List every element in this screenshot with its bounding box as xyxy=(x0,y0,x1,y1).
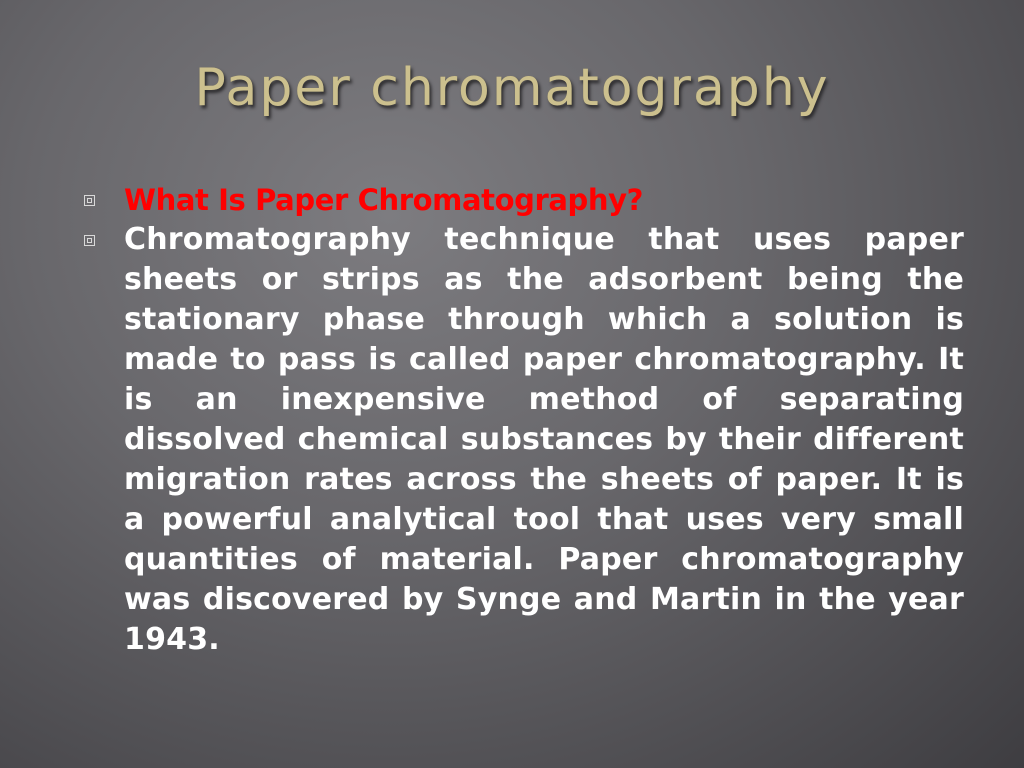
slide-title: Paper chromatography xyxy=(194,58,830,118)
square-bullet-icon xyxy=(84,195,95,206)
bullet-item-definition xyxy=(78,220,964,660)
bullet-body-text: Chromatography technique that uses paper sheets or strips as the adsorbent being the stationary phase through which a solution is made to pass is called paper chromatography. It is an inexpensive method of separating dissolved chemical substances by their different migration rates across the sheets of paper. It is a powerful analytical tool that uses very small quantities of material. Paper chromatography was discovered by Synge and Martin in the year 1943. xyxy=(124,222,964,657)
square-bullet-icon xyxy=(84,235,95,246)
bullet-item-question xyxy=(78,180,964,220)
bullet-heading-text: What Is Paper Chromatography? xyxy=(124,183,644,217)
bullet-list xyxy=(78,180,964,660)
